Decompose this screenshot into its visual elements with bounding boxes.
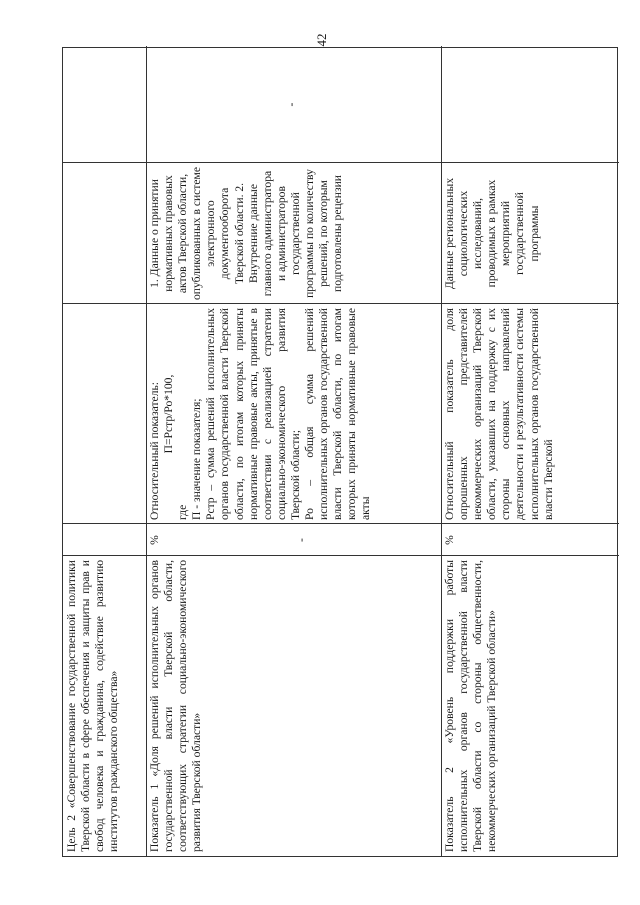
method-formula: П=Рстр/Ро*100,: [162, 374, 176, 454]
indicator-1-dash: -: [295, 538, 308, 542]
method-line-2: Рстр – сумма решений исполнительных органов государственной власти Тверской области, по итогам которых приняты нормативные правовые акты, принятые в соответствии с реализацией стратегии социально-экономического развития Тверской области;: [204, 308, 302, 520]
method-where: где: [176, 504, 190, 520]
goal-cell: Цель 2 «Совершенствование государственной политики Тверской области в сфере обеспечения и защиты прав и свобод человека и гражданина, содействие развитию институтов гражданского общества»: [65, 560, 121, 852]
indicator-2-source: Данные региональных социологических исследований, проводимых в рамках мероприятий государственной программы: [443, 177, 541, 290]
indicator-table: [62, 47, 618, 857]
indicator-2-method: Относительный показатель доля опрошенных представителей некоммерческих организаций Тверской области, указавших на поддержку с их стороны основных направлений деятельности и результативности системы исполнительных органов государственной власти Тверской: [443, 308, 555, 520]
indicator-2-unit: %: [443, 535, 456, 545]
method-intro: Относительный показатель:: [148, 382, 161, 520]
indicator-1-unit: %: [148, 535, 161, 545]
last-column-dash: -: [285, 102, 298, 107]
indicator-2-name: Показатель 2 «Уровень поддержки работы исполнительных органов государственной власти Тверской области со стороны общественности, некоммерческих организаций Тверской области»: [443, 560, 499, 852]
page-number: 42: [314, 33, 329, 47]
indicator-1-method: [146, 304, 441, 524]
indicator-1-name: Показатель 1 «Доля решений исполнительных органов государственной власти Тверской области, соответствующих стратегии социально-экономического развития Тверской области»: [148, 560, 204, 852]
rotated-table-wrapper: [62, 47, 618, 857]
method-line-3: Ро – общая сумма решений исполнительных органов государственной власти Тверской области, по итогам которых приняты нормативные правовые акты: [303, 308, 373, 520]
indicator-1-source: 1. Данные о принятии нормативных правовых актов Тверской области, опубликованных в системе электронного документооборота Тверской области. 2. Внутренние данные главного администратора и администраторов государственной программы по количеству решений, по которым подготовлены рецензии: [148, 166, 345, 300]
method-line-1: П - значение показателя;: [190, 398, 204, 520]
